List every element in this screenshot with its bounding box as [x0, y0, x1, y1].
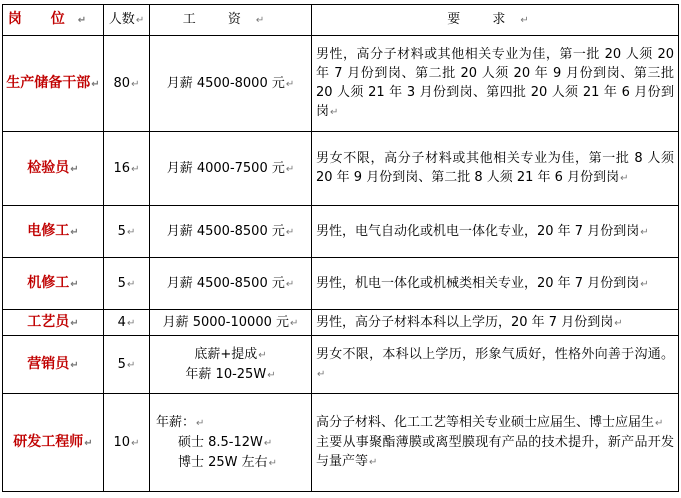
header-count: 人数↵ — [104, 5, 150, 36]
job-requirements: 男性，电气自动化或机电一体化专业，20 年 7 月份到岗↵ — [312, 206, 679, 258]
job-count: 10↵ — [104, 394, 150, 492]
job-title: 检验员↵ — [3, 132, 104, 206]
job-requirements: 男性，高分子材料本科以上学历，20 年 7 月份到岗↵ — [312, 310, 679, 336]
recruitment-table — [2, 4, 679, 492]
job-salary: 月薪 4000-7500 元↵ — [150, 132, 312, 206]
job-salary: 月薪 5000-10000 元↵ — [150, 310, 312, 336]
job-requirements: 男女不限，高分子材料或其他相关专业为佳，第一批 8 人须 20 年 9 月份到岗、第二批 8 人须 21 年 6 月份到岗↵ — [312, 132, 679, 206]
table-row — [3, 310, 679, 336]
table-row — [3, 394, 679, 492]
job-count: 5↵ — [104, 336, 150, 394]
table-row — [3, 132, 679, 206]
job-salary: 月薪 4500-8500 元↵ — [150, 206, 312, 258]
job-title: 营销员↵ — [3, 336, 104, 394]
job-requirements: 高分子材料、化工工艺等相关专业硕士应届生、博士应届生↵ 主要从事聚酯薄膜或离型膜现有产品的技术提升，新产品开发与量产等↵ — [312, 394, 679, 492]
job-requirements: 男女不限，本科以上学历，形象气质好，性格外向善于沟通。↵ — [312, 336, 679, 394]
table-row — [3, 206, 679, 258]
table-row — [3, 336, 679, 394]
table-row — [3, 36, 679, 132]
job-salary: 底薪+提成↵ 年薪 10-25W↵ — [150, 336, 312, 394]
job-salary: 月薪 4500-8000 元↵ — [150, 36, 312, 132]
job-count: 4↵ — [104, 310, 150, 336]
job-title: 机修工↵ — [3, 258, 104, 310]
header-row — [3, 5, 679, 36]
job-title: 生产储备干部↵ — [3, 36, 104, 132]
header-salary: 工 资↵ — [150, 5, 312, 36]
job-title: 电修工↵ — [3, 206, 104, 258]
job-salary: 月薪 4500-8500 元↵ — [150, 258, 312, 310]
job-count: 5↵ — [104, 206, 150, 258]
job-count: 16↵ — [104, 132, 150, 206]
header-position: 岗 位↵ — [3, 5, 104, 36]
job-salary: 年薪：↵ 硕士 8.5-12W↵ 博士 25W 左右↵ — [150, 394, 312, 492]
job-requirements: 男性，高分子材料或其他相关专业为佳，第一批 20 人须 20 年 7 月份到岗、第二批 20 人须 20 年 9 月份到岗、第三批 20 人须 21 年 3 月份到岗、第四批 20 人须 21 年 6 月份到岗↵ — [312, 36, 679, 132]
job-requirements: 男性，机电一体化或机械类相关专业，20 年 7 月份到岗↵ — [312, 258, 679, 310]
job-title: 工艺员↵ — [3, 310, 104, 336]
job-title: 研发工程师↵ — [3, 394, 104, 492]
header-requirements: 要 求↵ — [312, 5, 679, 36]
job-count: 5↵ — [104, 258, 150, 310]
table-row — [3, 258, 679, 310]
job-count: 80↵ — [104, 36, 150, 132]
